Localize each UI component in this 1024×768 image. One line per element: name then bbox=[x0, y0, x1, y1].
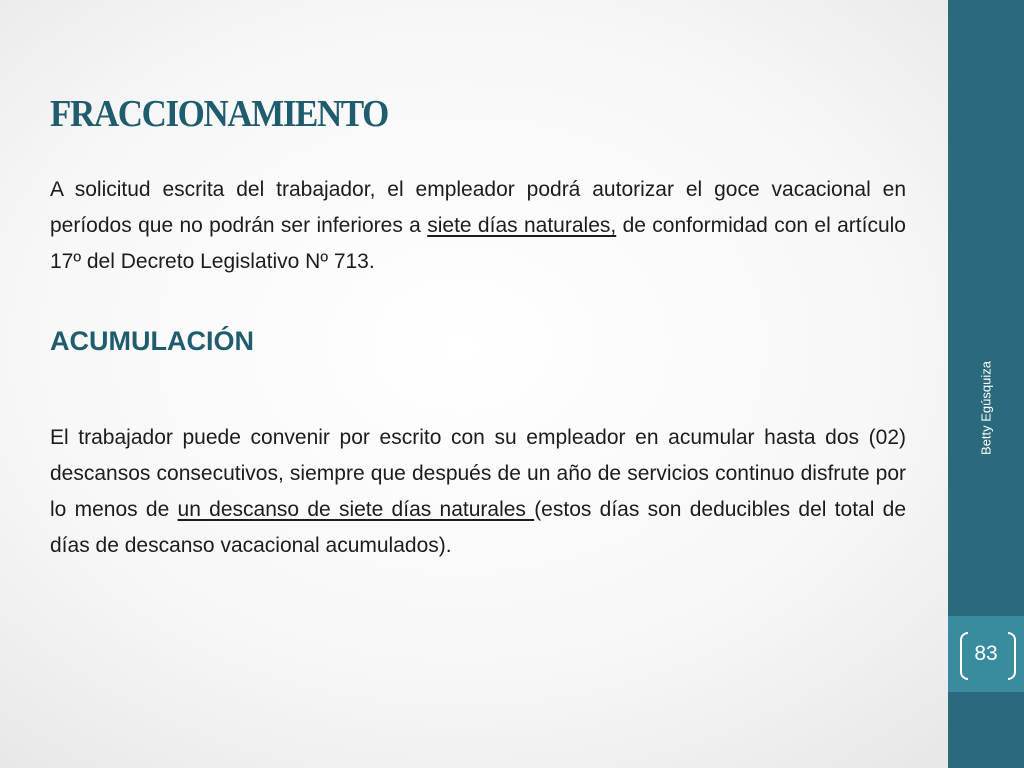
paragraph2-text-after: (estos días son deducibles del total de días de descanso vacacional acumulados). bbox=[50, 498, 906, 557]
slide-title: FRACCIONAMIENTO bbox=[50, 93, 388, 135]
paragraph1-underlined-text: siete días naturales, bbox=[427, 214, 617, 237]
paragraph-acumulacion bbox=[50, 420, 906, 564]
paragraph2-underlined-text: un descanso de siete días naturales bbox=[177, 498, 535, 521]
page-number: 83 bbox=[974, 642, 998, 665]
page-number-box bbox=[948, 616, 1024, 692]
author-label: Betty Egúsquiza bbox=[978, 361, 994, 455]
paragraph1-text-after: de conformidad con el artículo 17º del Decreto Legislativo Nº 713. bbox=[50, 214, 906, 273]
paragraph-fraccionamiento bbox=[50, 172, 906, 280]
paragraph2-text-before: El trabajador puede convenir por escrito con su empleador en acumular hasta dos (02) descansos consecutivos, siempre que después de un año de servicios continuo disfrute por lo menos de bbox=[50, 426, 906, 521]
section-subtitle: ACUMULACIÓN bbox=[50, 326, 254, 356]
paragraph1-text-before: A solicitud escrita del trabajador, el empleador podrá autorizar el goce vacacional en períodos que no podrán ser inferiores a bbox=[50, 178, 906, 237]
